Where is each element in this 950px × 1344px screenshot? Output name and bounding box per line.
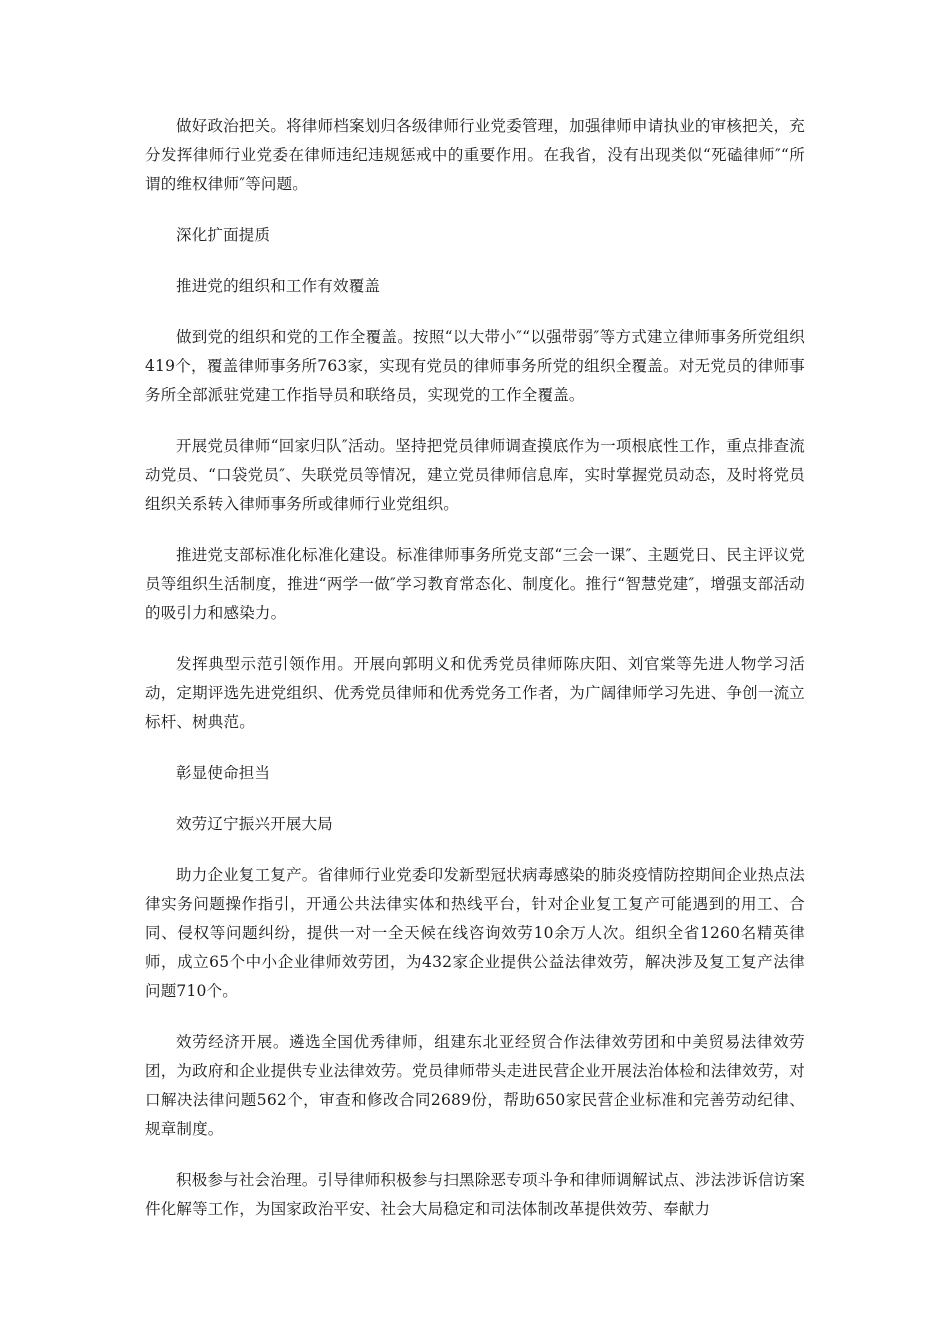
- paragraph-full-coverage: 做到党的组织和党的工作全覆盖。按照“以大带小″“以强带弱″等方式建立律师事务所党组织419个，覆盖律师事务所763家，实现有党员的律师事务所党的组织全覆盖。对无党员的律师事务所全部派驻党建工作指导员和联络员，实现党的工作全覆盖。: [145, 328, 805, 404]
- paragraph-economic-service: 效劳经济开展。遴选全国优秀律师，组建东北亚经贸合作法律效劳团和中美贸易法律效劳团，为政府和企业提供专业法律效劳。党员律师带头走进民营企业开展法治体检和法律效劳，对口解决法律问题562个，审查和修改合同2689份，帮助650家民营企业标准和完善劳动纪律、规章制度。: [145, 1033, 805, 1138]
- paragraph-social-governance: 积极参与社会治理。引导律师积极参与扫黑除恶专项斗争和律师调解试点、涉法涉诉信访案件化解等工作，为国家政治平安、社会大局稳定和司法体制改革提供效劳、奉献力: [145, 1171, 805, 1218]
- paragraph-return-home: 开展党员律师“回家归队″活动。坚持把党员律师调查摸底作为一项根底性工作，重点排查流动党员、“口袋党员″、失联党员等情况，建立党员律师信息库，实时掌握党员动态，及时将党员组织关系转入律师事务所或律师行业党组织。: [145, 437, 805, 513]
- section-heading-deepen-expand: 深化扩面提质: [176, 226, 271, 244]
- paragraph-political-checkpoint: 做好政治把关。将律师档案划归各级律师行业党委管理，加强律师申请执业的审核把关，充分发挥律师行业党委在律师违纪违规惩戒中的重要作用。在我省，没有出现类似“死磕律师″“所谓的维权律师″等问题。: [145, 117, 805, 193]
- paragraph-branch-standardization: 推进党支部标准化标准化建设。标准律师事务所党支部“三会一课″、主题党日、民主评议党员等组织生活制度，推进“两学一做″学习教育常态化、制度化。推行“智慧党建″，增强支部活动的吸引力和感染力。: [145, 546, 805, 622]
- subsection-heading-serve-liaoning: 效劳辽宁振兴开展大局: [176, 815, 334, 833]
- subsection-heading-party-coverage: 推进党的组织和工作有效覆盖: [176, 277, 381, 295]
- section-heading-mission: 彰显使命担当: [176, 764, 271, 782]
- paragraph-role-models: 发挥典型示范引领作用。开展向郭明义和优秀党员律师陈庆阳、刘官棠等先进人物学习活动，定期评选先进党组织、优秀党员律师和优秀党务工作者，为广阔律师学习先进、争创一流立标杆、树典范。: [145, 655, 805, 731]
- document-page: [145, 112, 805, 1246]
- paragraph-resume-work: 助力企业复工复产。省律师行业党委印发新型冠状病毒感染的肺炎疫情防控期间企业热点法律实务问题操作指引，开通公共法律实体和热线平台，针对企业复工复产可能遇到的用工、合同、侵权等问题纠纷，提供一对一全天候在线咨询效劳10余万人次。组织全省1260名精英律师，成立65个中小企业律师效劳团，为432家企业提供公益法律效劳，解决涉及复工复产法律问题710个。: [145, 866, 805, 1000]
